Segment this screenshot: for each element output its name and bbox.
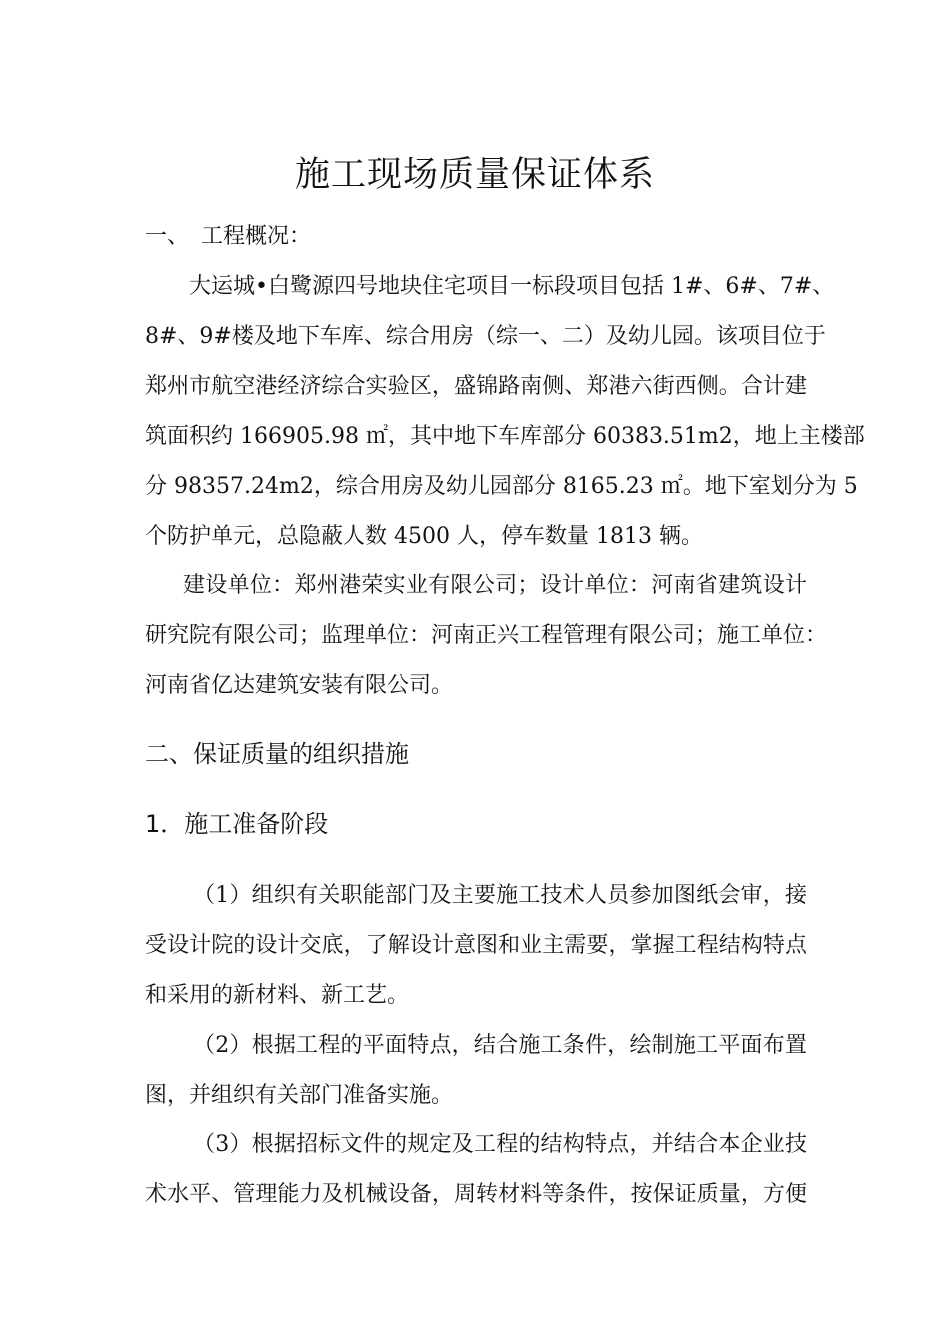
text-line: （1）组织有关职能部门及主要施工技术人员参加图纸会审，接 bbox=[193, 883, 807, 908]
text-line: 建设单位：郑州港荣实业有限公司；设计单位：河南省建筑设计 bbox=[183, 573, 807, 598]
text-line: 大运城•白鹭源四号地块住宅项目一标段项目包括 1#、6#、7#、 bbox=[189, 274, 835, 299]
text-line: 和采用的新材料、新工艺。 bbox=[145, 983, 410, 1008]
text-line: 筑面积约 166905.98 ㎡，其中地下车库部分 60383.51m2，地上主楼部 bbox=[145, 424, 865, 449]
text-line: 8#、9#楼及地下车库、综合用房（综一、二）及幼儿园。该项目位于 bbox=[145, 324, 826, 349]
text-line: 受设计院的设计交底，了解设计意图和业主需要，掌握工程结构特点 bbox=[145, 933, 807, 958]
text-line: 图，并组织有关部门准备实施。 bbox=[145, 1083, 454, 1108]
section-number: 一、 bbox=[145, 224, 190, 249]
item1-paragraph bbox=[145, 871, 807, 1021]
page-title: 施工现场质量保证体系 bbox=[294, 155, 655, 195]
section-heading-organization: 二、保证质量的组织措施 bbox=[145, 740, 409, 768]
text-line: 个防护单元，总隐蔽人数 4500 人，停车数量 1813 辆。 bbox=[145, 524, 703, 549]
overview-paragraph bbox=[145, 262, 865, 562]
text-line: （3）根据招标文件的规定及工程的结构特点，并结合本企业技 bbox=[193, 1132, 807, 1157]
item2-paragraph bbox=[145, 1021, 807, 1121]
text-line: 河南省亿达建筑安装有限公司。 bbox=[145, 673, 454, 698]
subsection-heading-preparation: 1．施工准备阶段 bbox=[145, 810, 329, 838]
text-line: 术水平、管理能力及机械设备，周转材料等条件，按保证质量，方便 bbox=[145, 1182, 807, 1207]
text-line: 分 98357.24m2，综合用房及幼儿园部分 8165.23 ㎡。地下室划分为 5 bbox=[145, 474, 858, 499]
section-heading-text: 工程概况： bbox=[201, 224, 312, 249]
section-heading-overview bbox=[145, 220, 311, 254]
units-paragraph bbox=[145, 561, 828, 711]
text-line: 研究院有限公司；监理单位：河南正兴工程管理有限公司；施工单位： bbox=[145, 623, 828, 648]
text-line: 郑州市航空港经济综合实验区，盛锦路南侧、郑港六街西侧。合计建 bbox=[145, 374, 807, 399]
item3-paragraph bbox=[145, 1120, 807, 1220]
text-line: （2）根据工程的平面特点，结合施工条件，绘制施工平面布置 bbox=[193, 1033, 807, 1058]
